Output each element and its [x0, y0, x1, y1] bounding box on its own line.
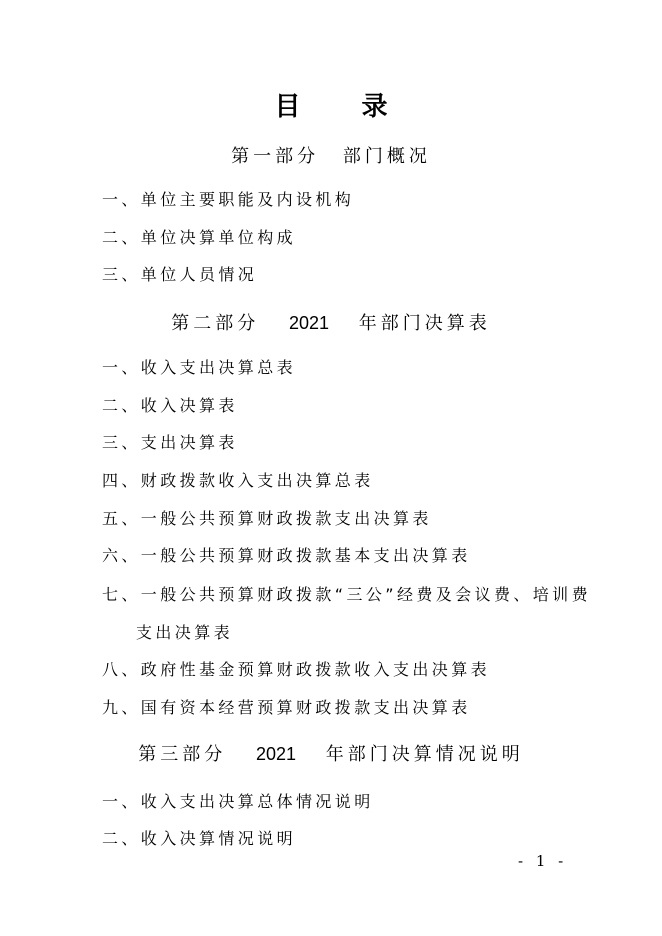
part3-heading-suffix: 年部门决算情况说明: [325, 744, 524, 765]
part2-heading-prefix: 第二部分: [171, 313, 260, 334]
part2-item-1: 一、收入支出决算总表: [102, 358, 297, 377]
part1-item-2: 二、单位决算单位构成: [102, 228, 297, 247]
part1-item-3: 三、单位人员情况: [102, 265, 258, 284]
part2-item-7: 七、一般公共预算财政拨款“三公”经费及会议费、培训费: [102, 585, 591, 604]
part2-heading-year: 2021: [288, 313, 330, 333]
part3-heading-prefix: 第三部分: [138, 744, 227, 765]
part3-item-2: 二、收入决算情况说明: [102, 829, 297, 848]
part2-item-7-continuation: 支出决算表: [136, 623, 234, 642]
part3-heading-year: 2021: [255, 744, 297, 764]
part2-item-5: 五、一般公共预算财政拨款支出决算表: [102, 509, 432, 528]
part3-heading: [0, 740, 662, 766]
part2-heading: [0, 309, 662, 335]
part2-item-3: 三、支出决算表: [102, 433, 238, 452]
part2-heading-suffix: 年部门决算表: [358, 313, 491, 334]
part2-item-9: 九、国有资本经营预算财政拨款支出决算表: [102, 698, 471, 717]
part3-item-1: 一、收入支出决算总体情况说明: [102, 792, 374, 811]
part1-heading: 第一部分 部门概况: [231, 146, 431, 167]
part2-item-2: 二、收入决算表: [102, 396, 238, 415]
document-title: 目 录: [274, 92, 414, 122]
part2-item-8: 八、政府性基金预算财政拨款收入支出决算表: [102, 660, 491, 679]
part2-item-6: 六、一般公共预算财政拨款基本支出决算表: [102, 546, 471, 565]
page-number: - 1 -: [518, 852, 568, 870]
part2-item-4: 四、财政拨款收入支出决算总表: [102, 471, 374, 490]
part1-item-1: 一、单位主要职能及内设机构: [102, 190, 355, 209]
